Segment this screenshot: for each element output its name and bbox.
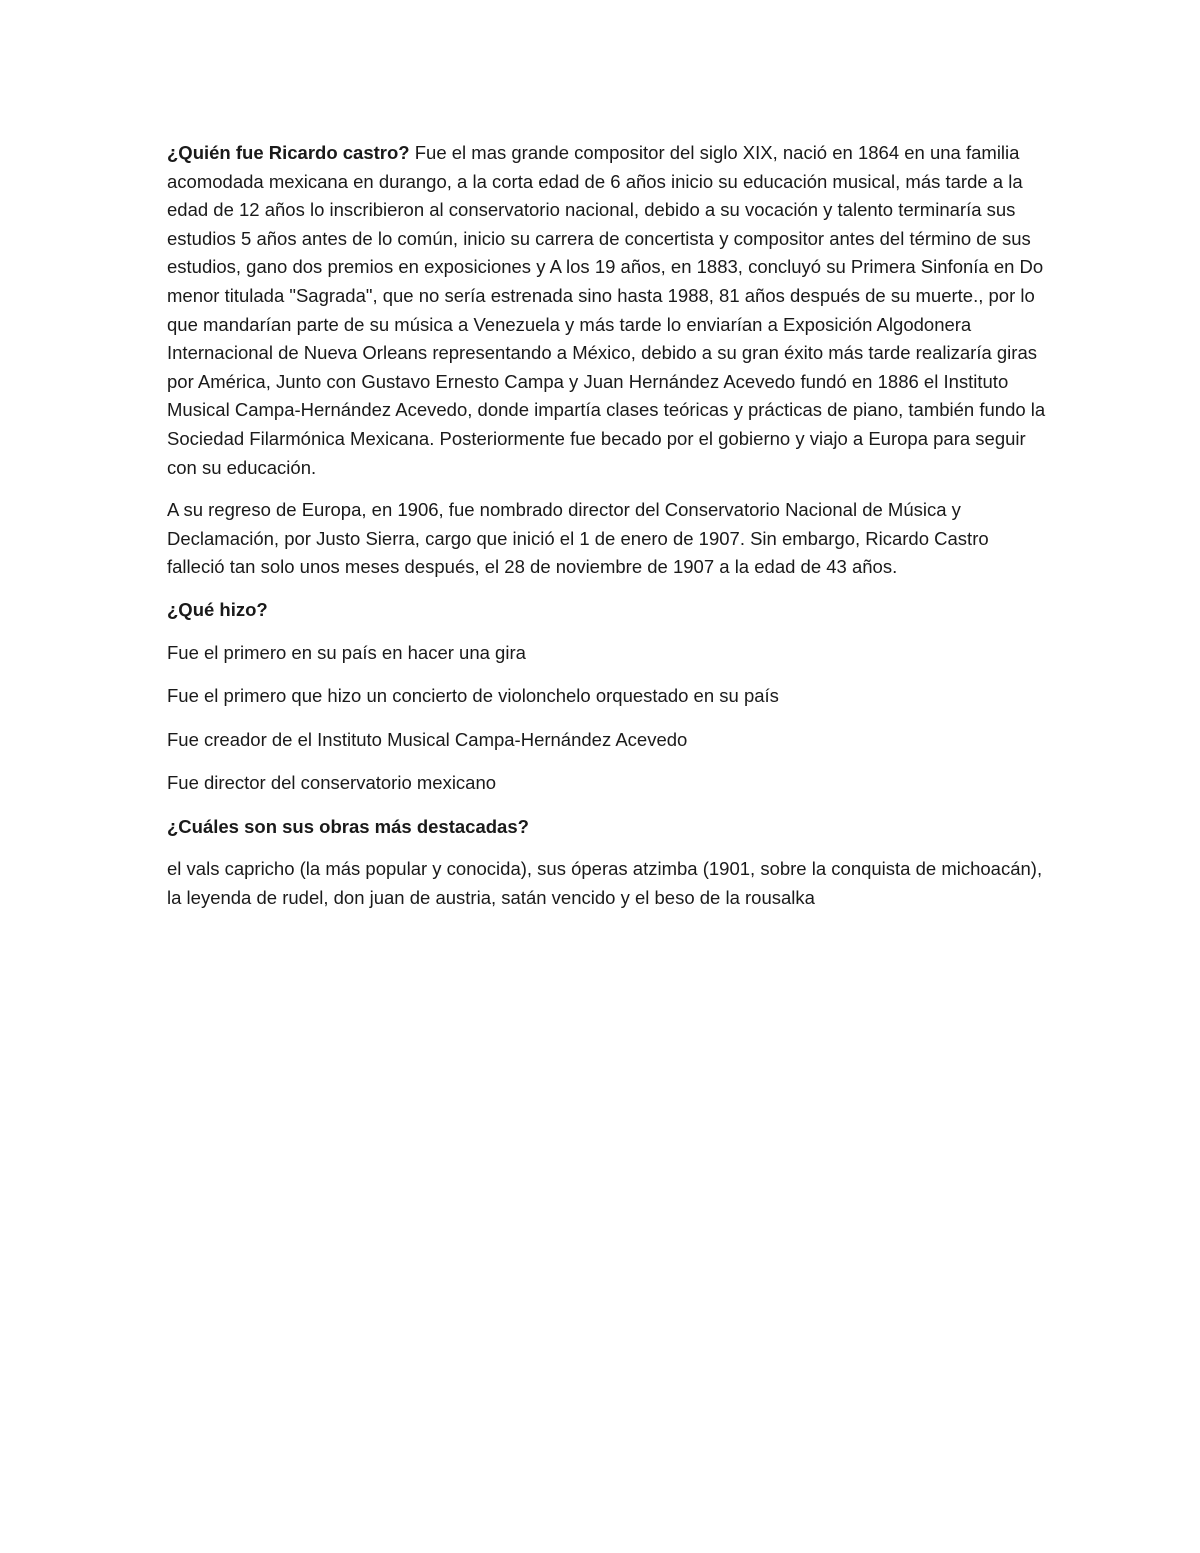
document-body (167, 139, 1047, 927)
achievement-item: Fue el primero en su país en hacer una gira (167, 641, 526, 663)
works-paragraph: el vals capricho (la más popular y conocida), sus óperas atzimba (1901, sobre la conquista de michoacán), la leyenda de rudel, don juan de austria, satán vencido y el beso de la rousalka (167, 858, 1043, 909)
achievement-item: Fue creador de el Instituto Musical Campa-Hernández Acevedo (167, 728, 688, 750)
intro-paragraph (167, 139, 1047, 482)
achievement-item: Fue director del conservatorio mexicano (167, 772, 497, 794)
achievement-item: Fue el primero que hizo un concierto de violonchelo orquestado en su país (167, 685, 779, 707)
question-works-heading: ¿Cuáles son sus obras más destacadas? (167, 815, 529, 837)
question-who-heading: ¿Quién fue Ricardo castro? (167, 142, 410, 163)
return-paragraph: A su regreso de Europa, en 1906, fue nombrado director del Conservatorio Nacional de Música y Declamación, por Justo Sierra, cargo que inició el 1 de enero de 1907. Sin embargo, Ricardo Castro falleció tan solo unos meses después, el 28 de noviembre de 1907 a la edad de 43 años. (167, 499, 989, 578)
biography-text: Fue el mas grande compositor del siglo XIX, nació en 1864 en una familia acomodada mexicana en durango, a la corta edad de 6 años inicio su educación musical, más tarde a la edad de 12 años lo inscribieron al conservatorio nacional, debido a su vocación y talento terminaría sus estudios 5 años antes de lo común, inicio su carrera de concertista y compositor antes del término de sus estudios, gano dos premios en exposiciones y A los 19 años, en 1883, concluyó su Primera Sinfonía en Do menor titulada "Sagrada", que no sería estrenada sino hasta 1988, 81 años después de su muerte., por lo que mandarían parte de su música a Venezuela y más tarde lo enviarían a Exposición Algodonera Internacional de Nueva Orleans representando a México, debido a su gran éxito más tarde realizaría giras por América, Junto con Gustavo Ernesto Campa y Juan Hernández Acevedo fundó en 1886 el Instituto Musical Campa-Hernández Acevedo, donde impartía clases teóricas y prácticas de piano, también fundo la Sociedad Filarmónica Mexicana. Posteriormente fue becado por el gobierno y viajo a Europa para seguir con su educación. (167, 142, 1046, 478)
question-what-heading: ¿Qué hizo? (167, 598, 268, 620)
